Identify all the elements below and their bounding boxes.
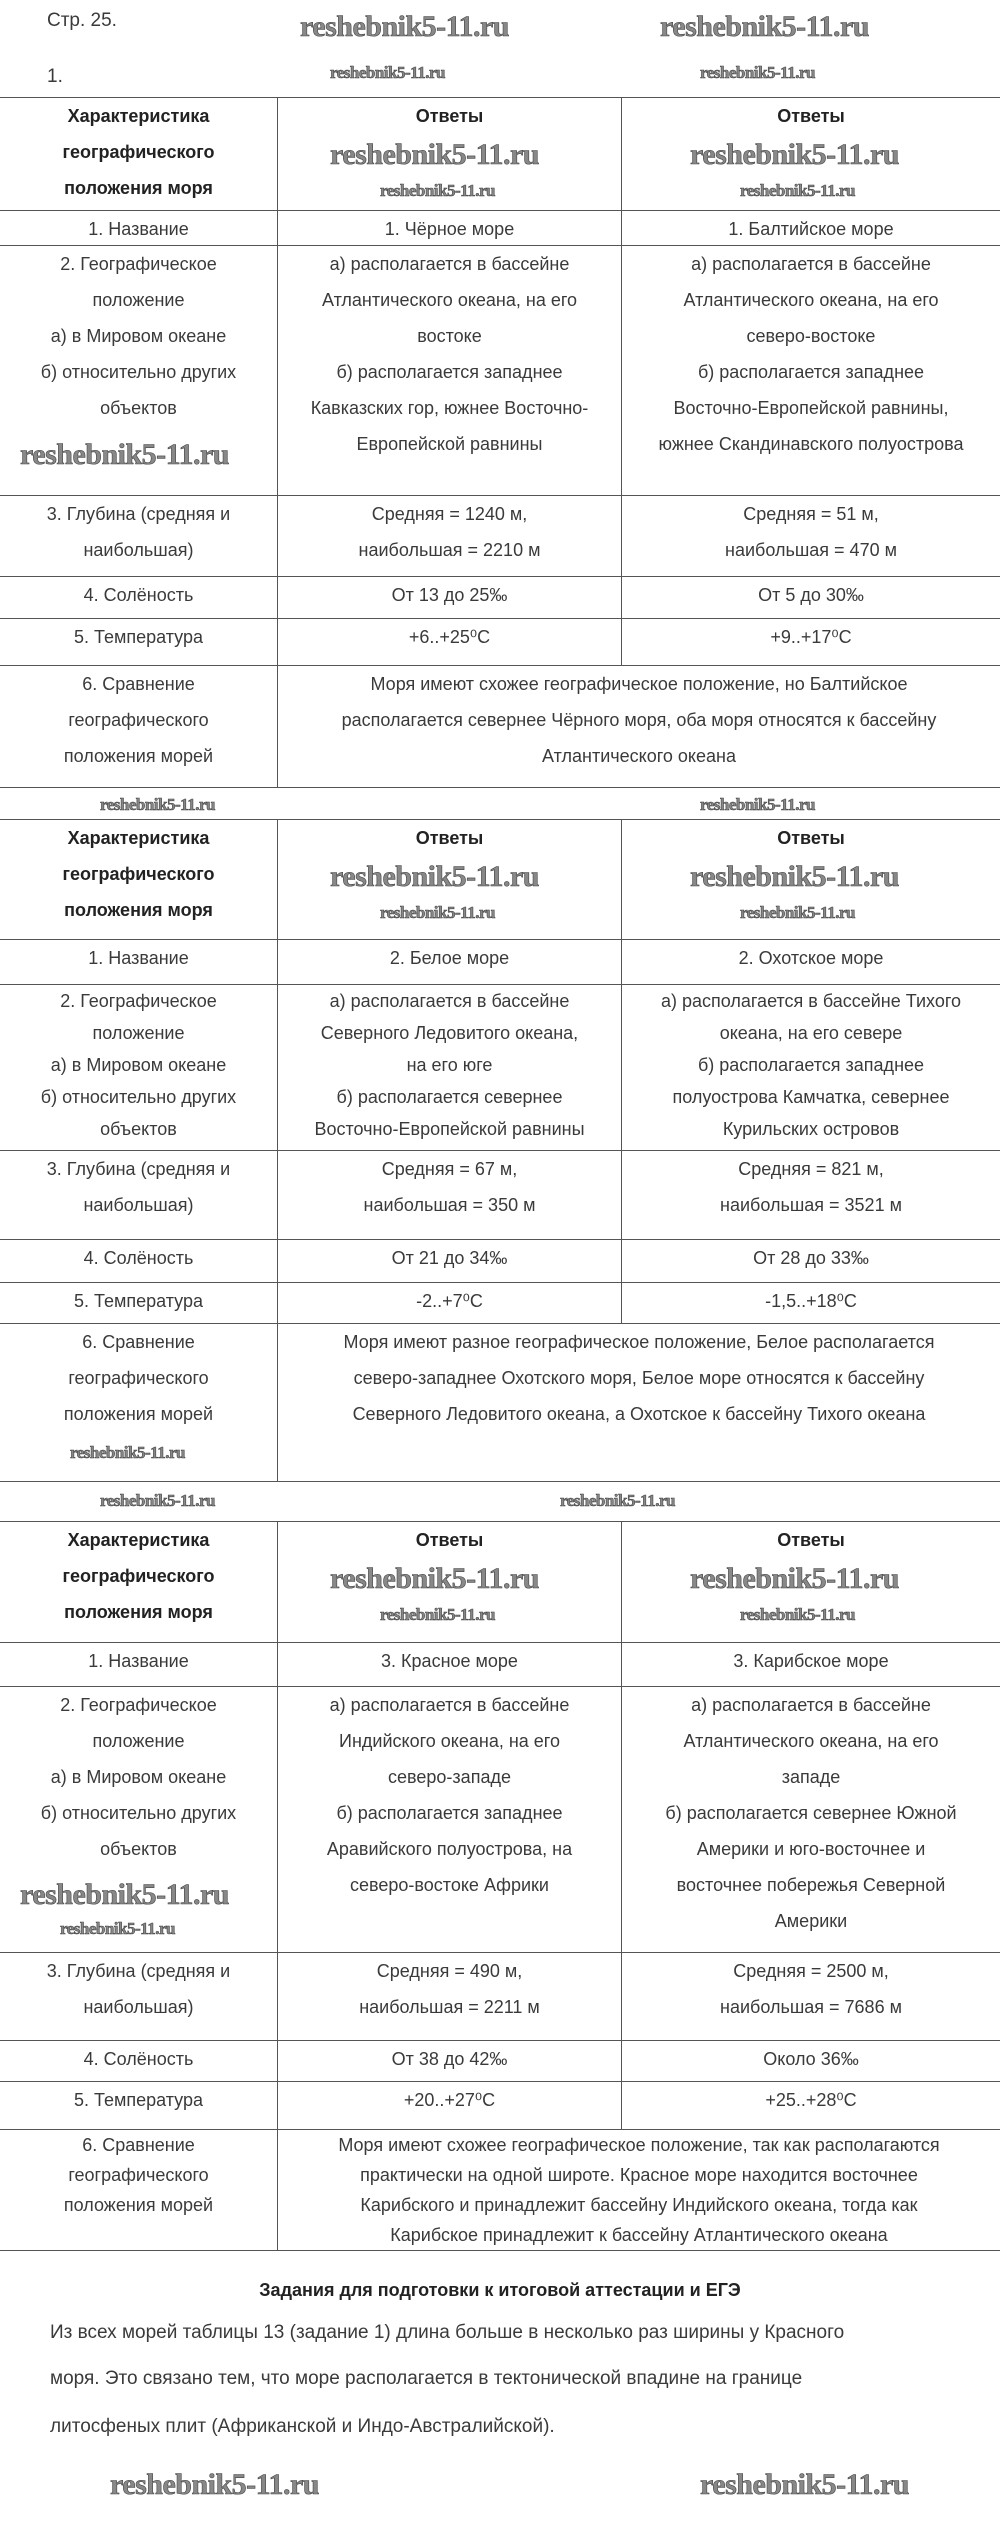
table-header-row [0, 1522, 1000, 1643]
answer-cell: +20..+27⁰С [278, 2082, 622, 2129]
answer-cell: От 5 до 30‰ [758, 585, 864, 605]
watermark: reshebnik5-11.ru [700, 2468, 909, 2501]
watermark: reshebnik5-11.ru [690, 860, 899, 893]
characteristic-cell: 3. Глубина (средняя и наибольшая) [0, 1953, 278, 2040]
answer-cell: От 28 до 33‰ [753, 1248, 869, 1268]
characteristic-cell: 6. Сравнение географического положения морей [0, 1324, 278, 1481]
page-label: Стр. 25. [47, 10, 117, 31]
characteristic-cell: 5. Температура [0, 2082, 278, 2129]
answer-cell: 3. Карибское море [733, 1651, 889, 1671]
answer-cell: а) располагается в бассейне Атлантического океана, на его северо-востоке б) располагается западнее Восточно-Европейской равнины, южнее Скандинавского полуострова [658, 254, 964, 454]
table-row [0, 246, 1000, 496]
answer-cell: -1,5..+18⁰С [765, 1291, 857, 1311]
characteristic-cell: 6. Сравнение географического положения морей [0, 2130, 278, 2250]
task-number: 1. [47, 66, 63, 87]
answer-cell: От 38 до 42‰ [278, 2041, 622, 2081]
watermark: reshebnik5-11.ru [100, 795, 215, 814]
table-row [0, 1953, 1000, 2041]
watermark: reshebnik5-11.ru [300, 10, 509, 43]
answer-cell: Средняя = 821 м, наибольшая = 3521 м [720, 1159, 902, 1215]
table-row [0, 2041, 1000, 2082]
characteristic-cell: 4. Солёность [0, 1240, 278, 1282]
watermark: reshebnik5-11.ru [60, 1919, 175, 1938]
table-row [0, 1643, 1000, 1687]
answer-cell: Средняя = 490 м, наибольшая = 2211 м [278, 1953, 622, 2040]
header-cell: Ответы [777, 106, 845, 126]
table-row [0, 496, 1000, 577]
exam-section-heading: Задания для подготовки к итоговой аттестации и ЕГЭ [259, 2280, 741, 2300]
watermark: reshebnik5-11.ru [740, 903, 855, 922]
exam-paragraph-line: Из всех морей таблицы 13 (задание 1) длина больше в несколько раз ширины у Красного [50, 2322, 845, 2343]
watermark: reshebnik5-11.ru [380, 903, 495, 922]
watermark: reshebnik5-11.ru [70, 1443, 185, 1462]
answer-cell: Моря имеют схожее географическое положение, но Балтийское располагается севернее Чёрного моря, оба моря относятся к бассейну Атлантического океана [341, 674, 937, 766]
table-row [0, 1324, 1000, 1482]
table-row [0, 1283, 1000, 1324]
answer-cell: Средняя = 67 м, наибольшая = 350 м [278, 1151, 622, 1239]
characteristic-cell: 6. Сравнение географического положения морей [0, 666, 278, 787]
characteristic-cell: 5. Температура [0, 619, 278, 665]
watermark: reshebnik5-11.ru [20, 438, 229, 471]
watermark: reshebnik5-11.ru [740, 181, 855, 200]
characteristic-cell: 2. Географическое положение а) в Мировом океане б) относительно других объектов [0, 1687, 278, 1952]
answer-cell: 1. Чёрное море [278, 211, 622, 245]
table-row [0, 940, 1000, 985]
watermark: reshebnik5-11.ru [740, 1605, 855, 1624]
table-row [0, 2082, 1000, 2130]
watermark: reshebnik5-11.ru [330, 1562, 539, 1595]
characteristic-cell: 5. Температура [0, 1283, 278, 1323]
watermark: reshebnik5-11.ru [560, 1491, 675, 1510]
table-row [0, 2130, 1000, 2251]
watermark: reshebnik5-11.ru [330, 63, 445, 82]
answer-cell: От 13 до 25‰ [278, 577, 622, 618]
header-cell: Ответы [278, 98, 622, 210]
characteristic-cell: 4. Солёность [0, 2041, 278, 2081]
characteristic-cell: 2. Географическое положение а) в Мировом океане б) относительно других объектов [0, 246, 278, 495]
answer-cell: Около 36‰ [763, 2049, 859, 2069]
header-cell: Характеристика географического положения моря [0, 820, 278, 939]
table-row [0, 985, 1000, 1151]
table-row [0, 1240, 1000, 1283]
answer-cell: а) располагается в бассейне Атлантического океана, на его востоке б) располагается западнее Кавказских гор, южнее Восточно- Европейской равнины [278, 246, 622, 495]
table-row [0, 666, 1000, 788]
characteristic-cell: 4. Солёность [0, 577, 278, 618]
answer-cell: +9..+17⁰С [770, 627, 852, 647]
answer-cell: Средняя = 51 м, наибольшая = 470 м [725, 504, 897, 560]
sea-comparison-table [0, 819, 1000, 1482]
answer-cell: Моря имеют схожее географическое положение, так как располагаются практически на одной широте. Красное море находится восточнее Карибского и принадлежит бассейну Индийского океана, тогда как Карибское принадлежит к бассейну Атлантического океана [338, 2135, 940, 2245]
answer-cell: а) располагается в бассейне Северного Ледовитого океана, на его юге б) располагается севернее Восточно-Европейской равнины [278, 985, 622, 1150]
characteristic-cell: 2. Географическое положение а) в Мировом океане б) относительно других объектов [0, 985, 278, 1150]
header-cell: Ответы [278, 1522, 622, 1642]
watermark: reshebnik5-11.ru [330, 860, 539, 893]
table-row [0, 1151, 1000, 1240]
header-cell: Характеристика географического положения моря [0, 98, 278, 210]
table-row [0, 211, 1000, 246]
table-header-row [0, 820, 1000, 940]
watermark: reshebnik5-11.ru [380, 1605, 495, 1624]
answer-cell: Средняя = 2500 м, наибольшая = 7686 м [720, 1961, 902, 2017]
answer-cell: От 21 до 34‰ [278, 1240, 622, 1282]
watermark: reshebnik5-11.ru [110, 2468, 319, 2501]
header-cell: Характеристика географического положения моря [0, 1522, 278, 1642]
characteristic-cell: 3. Глубина (средняя и наибольшая) [0, 1151, 278, 1239]
watermark: reshebnik5-11.ru [690, 1562, 899, 1595]
answer-cell: 2. Белое море [278, 940, 622, 984]
sea-comparison-table [0, 1521, 1000, 2251]
watermark: reshebnik5-11.ru [690, 138, 899, 171]
watermark: reshebnik5-11.ru [700, 795, 815, 814]
characteristic-cell: 1. Название [0, 940, 278, 984]
answer-cell: Моря имеют разное географическое положение, Белое располагается северо-западнее Охотского моря, Белое море относятся к бассейну Северного Ледовитого океана, а Охотское к бассейну Тихого океана [343, 1332, 935, 1424]
answer-cell: -2..+7⁰С [278, 1283, 622, 1323]
header-cell: Ответы [278, 820, 622, 939]
watermark: reshebnik5-11.ru [20, 1878, 229, 1911]
characteristic-cell: 3. Глубина (средняя и наибольшая) [0, 496, 278, 576]
answer-cell: 1. Балтийское море [728, 219, 894, 239]
answer-cell: +6..+25⁰С [278, 619, 622, 665]
exam-paragraph-line: моря. Это связано тем, что море располагается в тектонической впадине на границе [50, 2368, 803, 2389]
answer-cell: а) располагается в бассейне Индийского океана, на его северо-западе б) располагается западнее Аравийского полуострова, на северо-востоке Африки [278, 1687, 622, 1952]
table-row [0, 619, 1000, 666]
answer-cell: а) располагается в бассейне Атлантического океана, на его западе б) располагается севернее Южной Америки и юго-восточнее и восточнее побережья Северной Америки [665, 1695, 957, 1931]
header-cell: Ответы [777, 1530, 845, 1550]
answer-cell: Средняя = 1240 м, наибольшая = 2210 м [278, 496, 622, 576]
answer-cell: +25..+28⁰С [765, 2090, 857, 2110]
watermark: reshebnik5-11.ru [330, 138, 539, 171]
watermark: reshebnik5-11.ru [700, 63, 815, 82]
watermark: reshebnik5-11.ru [100, 1491, 215, 1510]
answer-cell: 2. Охотское море [738, 948, 884, 968]
watermark: reshebnik5-11.ru [380, 181, 495, 200]
answer-cell: а) располагается в бассейне Тихого океана, на его севере б) располагается западнее полуострова Камчатка, севернее Курильских островов [660, 991, 962, 1139]
table-header-row [0, 98, 1000, 211]
exam-paragraph-line: литосфеных плит (Африканской и Индо-Австралийской). [50, 2416, 555, 2437]
sea-comparison-table [0, 97, 1000, 788]
header-cell: Ответы [777, 828, 845, 848]
answer-cell: 3. Красное море [278, 1643, 622, 1686]
table-row [0, 1687, 1000, 1953]
table-row [0, 577, 1000, 619]
watermark: reshebnik5-11.ru [660, 10, 869, 43]
characteristic-cell: 1. Название [0, 211, 278, 245]
characteristic-cell: 1. Название [0, 1643, 278, 1686]
